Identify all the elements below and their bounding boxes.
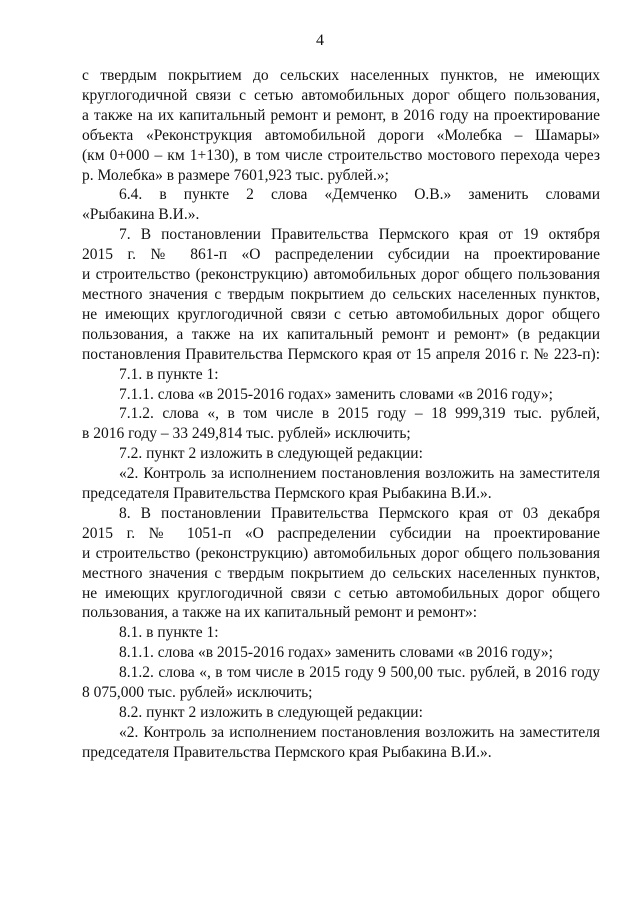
- text-line: 7. В постановлении Правительства Пермского края от 19 октября: [119, 226, 600, 244]
- text-line: (км 0+000 – км 1+130), в том числе строительство мостового перехода через: [82, 146, 600, 164]
- text-line: местного значения с твердым покрытием до сельских населенных пунктов,: [82, 285, 600, 303]
- text-line: постановления Правительства Пермского края от 15 апреля 2016 г. № 223-п):: [82, 345, 600, 363]
- text-line: председателя Правительства Пермского края Рыбакина В.И.».: [82, 743, 492, 761]
- text-line: 7.1. в пункте 1:: [119, 365, 219, 383]
- text-line: в 2016 году – 33 249,814 тыс. рублей» исключить;: [82, 425, 411, 443]
- text-line: местного значения с твердым покрытием до сельских населенных пунктов,: [82, 564, 600, 582]
- text-line: 8 075,000 тыс. рублей» исключить;: [82, 684, 313, 702]
- text-line: круглогодичной связи с сетью автомобильных дорог общего пользования,: [82, 86, 600, 104]
- text-line: «2. Контроль за исполнением постановления возложить на заместителя: [119, 723, 600, 741]
- text-line: не имеющих круглогодичной связи с сетью автомобильных дорог общего: [82, 305, 600, 323]
- text-line: 8. В постановлении Правительства Пермского края от 03 декабря: [119, 504, 600, 522]
- text-line: 8.1.2. слова «, в том числе в 2015 году 9 500,00 тыс. рублей, в 2016 году: [119, 664, 600, 682]
- text-line: 8.1.1. слова «в 2015-2016 годах» заменить словами «в 2016 году»;: [119, 644, 553, 662]
- text-line: пользования, а также на их капитальный ремонт и ремонт»:: [82, 604, 478, 622]
- text-line: 2015 г. № 1051-п «О распределении субсидии на проектирование: [82, 524, 600, 542]
- text-line: а также на их капитальный ремонт и ремонт, в 2016 году на проектирование: [82, 106, 600, 124]
- text-line: «Рыбакина В.И.».: [82, 206, 200, 224]
- page-number: 4: [316, 32, 324, 49]
- text-line: 7.1.1. слова «в 2015-2016 годах» заменить словами «в 2016 году»;: [119, 385, 553, 403]
- text-line: председателя Правительства Пермского края Рыбакина В.И.».: [82, 485, 492, 503]
- document-body: [82, 66, 600, 763]
- text-line: пользования, а также на их капитальный ремонт и ремонт» (в редакции: [82, 325, 600, 343]
- text-line: 7.2. пункт 2 изложить в следующей редакции:: [119, 445, 423, 463]
- text-line: «2. Контроль за исполнением постановления возложить на заместителя: [119, 465, 600, 483]
- text-line: объекта «Реконструкция автомобильной дороги «Молебка – Шамары»: [82, 126, 600, 144]
- text-line: 8.1. в пункте 1:: [119, 624, 219, 642]
- text-line: 2015 г. № 861-п «О распределении субсидии на проектирование: [82, 246, 600, 264]
- text-line: 7.1.2. слова «, в том числе в 2015 году – 18 999,319 тыс. рублей,: [119, 405, 600, 423]
- text-line: и строительство (реконструкцию) автомобильных дорог общего пользования: [82, 544, 600, 562]
- text-line: и строительство (реконструкцию) автомобильных дорог общего пользования: [82, 266, 600, 284]
- text-line: не имеющих круглогодичной связи с сетью автомобильных дорог общего: [82, 584, 600, 602]
- text-line: 6.4. в пункте 2 слова «Демченко О.В.» заменить словами: [119, 186, 600, 204]
- text-line: с твердым покрытием до сельских населенных пунктов, не имеющих: [82, 67, 600, 84]
- text-line: 8.2. пункт 2 изложить в следующей редакции:: [119, 704, 423, 721]
- text-line: р. Молебка» в размере 7601,923 тыс. рублей.»;: [82, 166, 389, 184]
